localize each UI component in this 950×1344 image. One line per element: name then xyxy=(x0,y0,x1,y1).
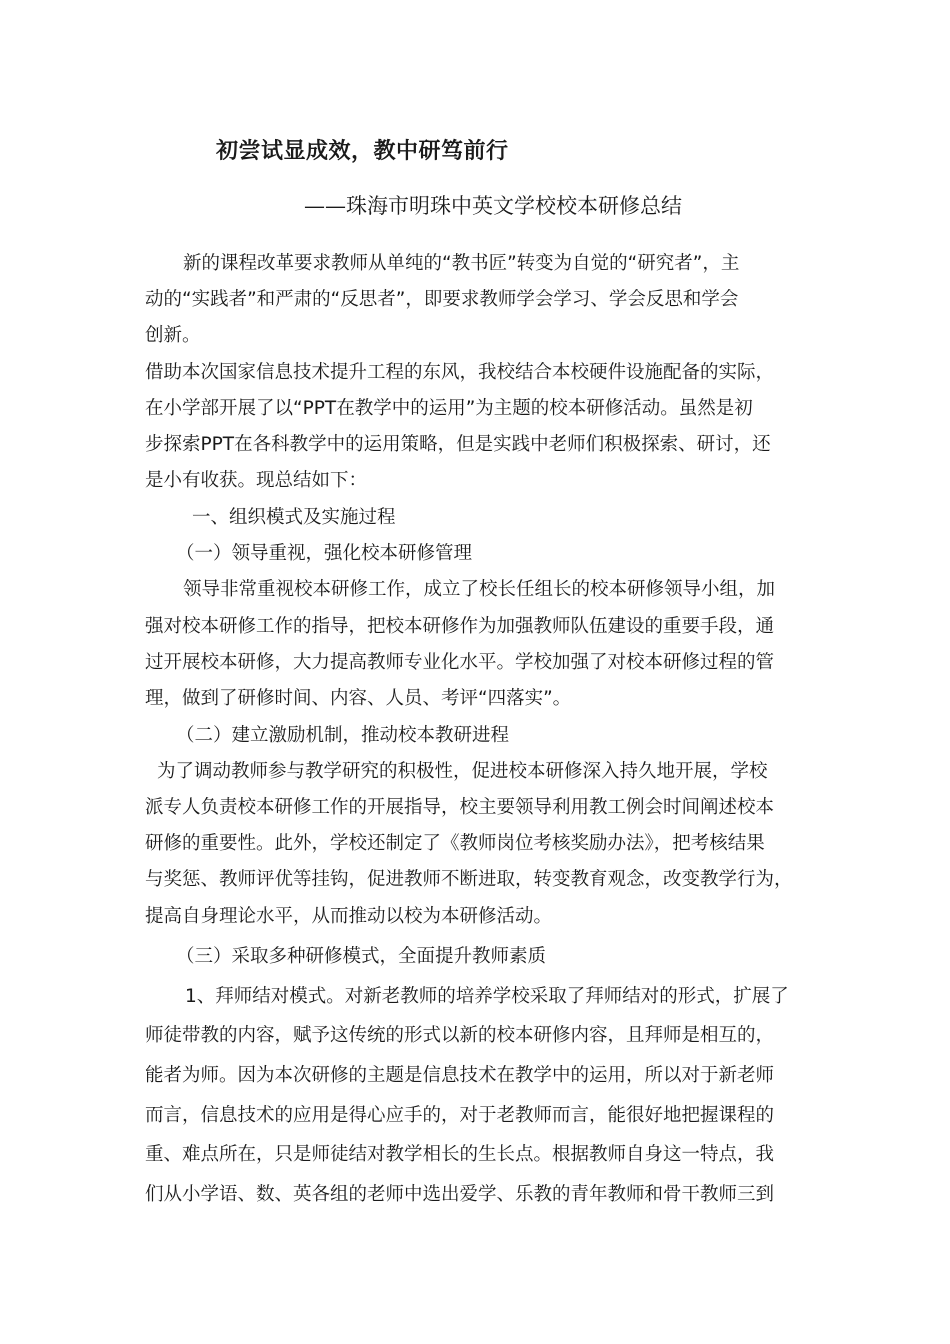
paragraph-line: 新的课程改革要求教师从单纯的“教书匠”转变为自觉的“研究者”，主 xyxy=(183,253,740,274)
paragraph-line: 能者为师。因为本次研修的主题是信息技术在教学中的运用，所以对于新老师 xyxy=(145,1065,775,1086)
paragraph-line: 借助本次国家信息技术提升工程的东风，我校结合本校硬件设施配备的实际， xyxy=(145,362,775,383)
paragraph-line: 领导非常重视校本研修工作，成立了校长任组长的校本研修领导小组，加 xyxy=(183,579,776,600)
paragraph-line: 师徒带教的内容，赋予这传统的形式以新的校本研修内容，且拜师是相互的， xyxy=(145,1025,775,1046)
paragraph-line: 派专人负责校本研修工作的开展指导，校主要领导利用教工例会时间阐述校本 xyxy=(145,797,775,818)
document-title: 初尝试显成效，教中研笃前行 xyxy=(216,139,509,164)
paragraph-line: 而言，信息技术的应用是得心应手的，对于老教师而言，能很好地把握课程的 xyxy=(145,1105,775,1126)
paragraph-line: 们从小学语、数、英各组的老师中选出爱学、乐教的青年教师和骨干教师三到 xyxy=(145,1184,775,1205)
subsection-heading: （三）采取多种研修模式，全面提升教师素质 xyxy=(176,946,547,967)
paragraph-line: 重、难点所在，只是师徒结对教学相长的生长点。根据教师自身这一特点，我 xyxy=(145,1144,775,1165)
paragraph-line: 为了调动教师参与教学研究的积极性，促进校本研修深入持久地开展，学校 xyxy=(157,761,768,782)
section-heading: 一、组织模式及实施过程 xyxy=(192,507,396,528)
paragraph-line: 1、拜师结对模式。对新老教师的培养学校采取了拜师结对的形式，扩展了 xyxy=(185,986,789,1007)
paragraph-line: 创新。 xyxy=(145,325,201,346)
paragraph-line: 动的“实践者”和严肃的“反思者”，即要求教师学会学习、学会反思和学会 xyxy=(145,289,739,310)
paragraph-line: 研修的重要性。此外，学校还制定了《教师岗位考核奖励办法》，把考核结果 xyxy=(145,833,765,854)
paragraph-line: 过开展校本研修，大力提高教师专业化水平。学校加强了对校本研修过程的管 xyxy=(145,652,775,673)
paragraph-line: 步探索PPT在各科教学中的运用策略，但是实践中老师们积极探索、研讨，还 xyxy=(145,434,771,455)
paragraph-line: 理，做到了研修时间、内容、人员、考评“四落实”。 xyxy=(145,688,572,709)
subsection-heading: （一）领导重视，强化校本研修管理 xyxy=(176,543,473,564)
subsection-heading: （二）建立激励机制，推动校本教研进程 xyxy=(176,725,510,746)
paragraph-line: 提高自身理论水平，从而推动以校为本研修活动。 xyxy=(145,906,553,927)
paragraph-line: 是小有收获。现总结如下： xyxy=(145,470,368,491)
paragraph-line: 与奖惩、教师评优等挂钩，促进教师不断进取，转变教育观念，改变教学行为， xyxy=(145,869,793,890)
paragraph-line: 在小学部开展了以“PPT在教学中的运用”为主题的校本研修活动。虽然是初 xyxy=(145,398,753,419)
document-subtitle: ——珠海市明珠中英文学校校本研修总结 xyxy=(304,194,682,218)
paragraph-line: 强对校本研修工作的指导，把校本研修作为加强教师队伍建设的重要手段，通 xyxy=(145,616,775,637)
